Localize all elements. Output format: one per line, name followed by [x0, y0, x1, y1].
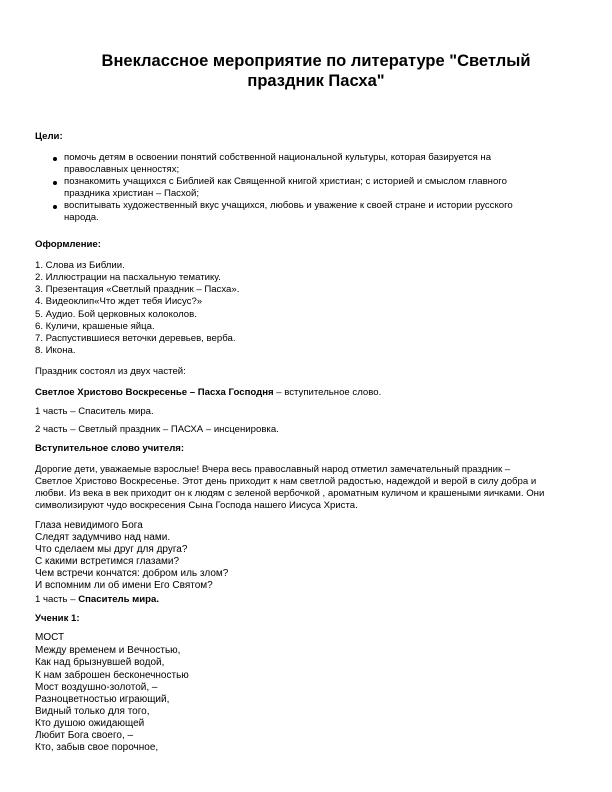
teacher-paragraph-line: Светлое Христово Воскресенье. Этот день приходит к нам светлой радостью, надеждой и верой в силу добра и: [35, 476, 537, 487]
teacher-paragraph-line: Дорогие дети, уважаемые взрослые! Вчера весь православный народ отметил замечательный праздник –: [35, 464, 511, 475]
title-line-2: праздник Пасха": [247, 72, 385, 90]
goal-item-1-line-2: православных ценностях;: [64, 164, 180, 175]
design-item: 3. Презентация «Светлый праздник – Пасха».: [35, 284, 240, 295]
design-item: 5. Аудио. Бой церковных колоколов.: [35, 309, 197, 320]
poem-line: Глаза невидимого Бога: [35, 520, 143, 531]
teacher-paragraph-line: символизируют чудо воскресения Сына Господа нашего Иисуса Христа.: [35, 500, 358, 511]
student-poem-line: МОСТ: [35, 632, 65, 643]
poem-line: Следят задумчиво над нами.: [35, 532, 171, 543]
poem-line: Чем встречи кончатся: добром иль злом?: [35, 568, 229, 579]
design-item: 2. Иллюстрации на пасхальную тематику.: [35, 272, 221, 283]
student-poem-line: К нам заброшен бесконечностью: [35, 670, 189, 681]
student-1-heading: Ученик 1:: [35, 613, 80, 624]
part-2: 2 часть – Светлый праздник – ПАСХА – инсценировка.: [35, 424, 279, 435]
teacher-heading: Вступительное слово учителя:: [35, 443, 185, 454]
part-1-heading: [35, 594, 159, 606]
student-poem-line: Как над брызнувшей водой,: [35, 657, 165, 668]
design-item: 6. Куличи, крашеные яйца.: [35, 321, 155, 332]
goal-item-3-line-2: народа.: [64, 212, 99, 223]
student-poem-line: Любит Бога своего, –: [35, 730, 134, 741]
design-item: 4. Видеоклип«Что ждет тебя Иисус?»: [35, 296, 203, 307]
student-poem-line: Мост воздушно-золотой, –: [35, 682, 158, 693]
bullet-icon: [53, 157, 57, 161]
parts-intro: Праздник состоял из двух частей:: [35, 366, 186, 377]
title-line-1: Внеклассное мероприятие по литературе "Светлый: [101, 52, 531, 70]
student-poem-line: Разноцветностью играющий,: [35, 694, 170, 705]
part-1: 1 часть – Спаситель мира.: [35, 406, 154, 417]
poem-line: Что сделаем мы друг для друга?: [35, 544, 188, 555]
parts-lead: [35, 387, 381, 399]
poem-line: И вспомним ли об имени Его Святом?: [35, 580, 213, 591]
page-title: [40, 51, 592, 91]
goal-item-3-line-1: воспитывать художественный вкус учащихся, любовь и уважение к своей стране и истории русского: [64, 200, 513, 211]
student-poem-line: Кто, забыв свое порочное,: [35, 742, 159, 753]
goals-heading: Цели:: [35, 131, 63, 142]
student-poem-line: Кто душою ожидающей: [35, 718, 145, 729]
goal-item-2-line-1: познакомить учащихся с Библией как Священной книгой христиан; с историей и смыслом главного: [64, 176, 507, 187]
poem-line: С какими встретимся глазами?: [35, 556, 180, 567]
design-item: 7. Распустившиеся веточки деревьев, верба.: [35, 333, 236, 344]
bullet-icon: [53, 181, 57, 185]
goal-item-2-line-2: праздника христиан – Пасхой;: [64, 188, 200, 199]
parts-lead-bold: Светлое Христово Воскресенье – Пасха Господня: [35, 387, 274, 398]
goal-item-1-line-1: помочь детям в освоении понятий собственной национальной культуры, которая базируется на: [64, 152, 492, 163]
parts-lead-rest: – вступительное слово.: [273, 387, 382, 398]
design-heading: Оформление:: [35, 239, 101, 250]
teacher-paragraph-line: любви. Из века в век приходит он к людям с зеленой вербочкой , ароматным куличом и крашеными яичками. Они: [35, 488, 545, 499]
design-item: 8. Икона.: [35, 345, 76, 356]
student-poem-line: Видный только для того,: [35, 706, 150, 717]
part-1-prefix: 1 часть –: [35, 594, 79, 605]
student-poem-line: Между временем и Вечностью,: [35, 645, 181, 656]
design-item: 1. Слова из Библии.: [35, 260, 125, 271]
bullet-icon: [53, 205, 57, 209]
part-1-bold: Спаситель мира.: [78, 594, 160, 605]
